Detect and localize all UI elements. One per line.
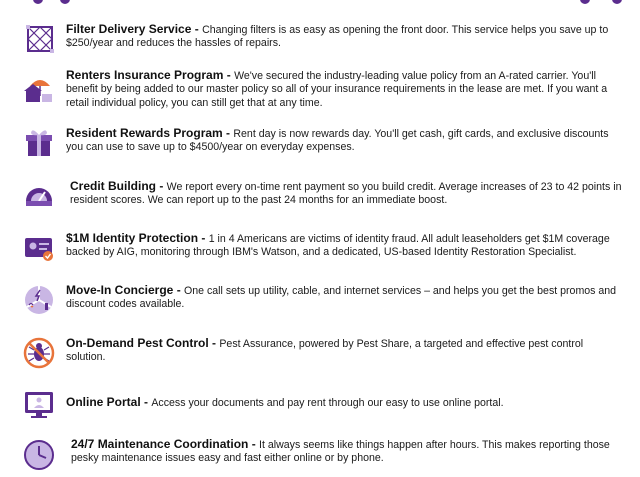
service-title: Resident Rewards Program [66, 126, 223, 140]
service-text: Renters Insurance Program - We've secured the industry-leading value policy from an A-rated carrier. You'll benefit by being added to our master policy so all of your insurance requirements in the lease are met. If you want a retail individual policy, you can still get that at any time. [66, 68, 608, 109]
no-bug-icon [22, 336, 56, 370]
service-description: We've secured the industry-leading value policy from an A-rated carrier. You'll benefit by being added to our master policy so all of your insurance requirements in the lease are met. If you want a retail individual policy, you can still get that at any time. [66, 70, 608, 109]
service-text: $1M Identity Protection - 1 in 4 Americans are victims of identity fraud. All adult leaseholders get $1M coverage backed by AIG, monitoring through IBM's Watson, and a dedicated, US-based Identity Restoration Specialist. [66, 231, 610, 259]
credit-gauge-icon [22, 179, 56, 213]
filter-icon [22, 22, 56, 56]
service-description: Pest Assurance, powered by Pest Share, a targeted and effective pest control solution. [66, 338, 584, 364]
id-card-icon [22, 231, 56, 265]
service-description: Rent day is now rewards day. You'll get cash, gift cards, and exclusive discounts you can use to save up to $4500/year on everyday expenses. [66, 128, 609, 154]
service-description: We report every on-time rent payment so you build credit. Average increases of 23 to 42 points in resident scores. We can report up to the past 24 months for an immediate boost. [70, 181, 622, 207]
service-title: Filter Delivery Service [66, 22, 192, 36]
top-decoration [0, 0, 640, 5]
service-description: 1 in 4 Americans are victims of identity fraud. All adult leaseholders get $1M coverage backed by AIG, monitoring through IBM's Watson, and a dedicated, US-based Identity Restoration Specialist. [66, 233, 610, 259]
service-title: 24/7 Maintenance Coordination [71, 437, 249, 451]
computer-portal-icon [22, 388, 56, 422]
service-title: $1M Identity Protection [66, 231, 199, 245]
service-text: Move-In Concierge - One call sets up utility, cable, and internet services – and helps you get the best promos and discount codes available. [66, 283, 617, 311]
service-text: 24/7 Maintenance Coordination - It always seems like things happen after hours. This makes reporting those pesky maintenance issues easy and fast either online or by phone. [71, 437, 610, 465]
service-description: It always seems like things happen after hours. This makes reporting those pesky maintenance issues easy and fast either online or by phone. [71, 439, 610, 465]
gift-icon [22, 126, 56, 160]
service-description: One call sets up utility, cable, and internet services – and helps you get the best promos and discount codes available. [66, 285, 617, 311]
service-text: Resident Rewards Program - Rent day is now rewards day. You'll get cash, gift cards, and exclusive discounts you can use to save up to $4500/year on everyday expenses. [66, 126, 609, 154]
service-title: Renters Insurance Program [66, 68, 224, 82]
service-title: Online Portal [66, 395, 141, 409]
service-title: Move-In Concierge [66, 283, 174, 297]
service-description: Changing filters is as easy as opening the front door. This service helps you save up to $250/year and reduces the hassles of repairs. [66, 24, 609, 50]
clock-icon [22, 438, 56, 472]
service-title: On-Demand Pest Control [66, 336, 209, 350]
service-text: Online Portal - Access your documents and pay rent through our easy to use online portal. [66, 395, 504, 409]
umbrella-house-icon [22, 72, 56, 106]
utilities-icon [22, 283, 56, 317]
service-text: Filter Delivery Service - Changing filters is as easy as opening the front door. This service helps you save up to $250/year and reduces the hassles of repairs. [66, 22, 609, 50]
service-title: Credit Building [70, 179, 156, 193]
service-text: Credit Building - We report every on-time rent payment so you build credit. Average increases of 23 to 42 points in resident scores. We can report up to the past 24 months for an immediate boost. [70, 179, 622, 207]
service-text: On-Demand Pest Control - Pest Assurance, powered by Pest Share, a targeted and effective pest control solution. [66, 336, 584, 364]
service-description: Access your documents and pay rent through our easy to use online portal. [151, 397, 504, 409]
